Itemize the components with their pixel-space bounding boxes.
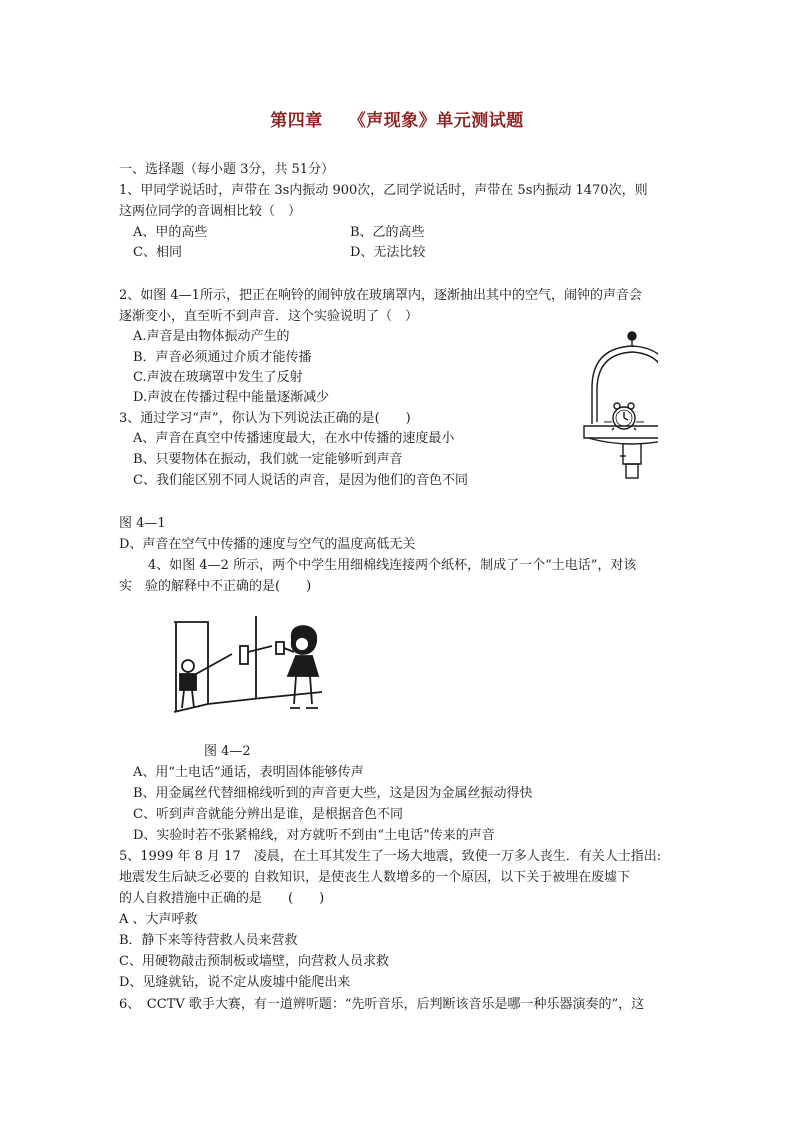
q2-stem-line2: 逐渐变小，直至听不到声音．这个实验说明了（ ） bbox=[119, 309, 419, 324]
q3-stem: 3、通过学习“声”，你认为下列说法正确的是( ) bbox=[119, 411, 411, 426]
q1-option-a: A、甲的高些 bbox=[133, 225, 208, 240]
q5-option-c: C、用硬物敲击预制板或墙壁，向营救人员求救 bbox=[119, 954, 389, 969]
q2-option-b: B．声音必须通过介质才能传播 bbox=[133, 350, 312, 365]
string-telephone-figure bbox=[172, 612, 332, 724]
q5-option-a: A 、大声呼救 bbox=[119, 912, 198, 927]
q2-option-a: A.声音是由物体振动产生的 bbox=[133, 329, 290, 344]
q3-option-b: B、只要物体在振动，我们就一定能够听到声音 bbox=[133, 452, 403, 467]
bell-jar-figure bbox=[578, 326, 658, 491]
q1-option-b: B、乙的高些 bbox=[350, 225, 425, 240]
q2-option-d: D.声波在传播过程中能量逐渐减少 bbox=[133, 390, 330, 405]
q4-stem-line2: 实 验的解释中不正确的是( ) bbox=[119, 579, 312, 594]
q3-option-d: D、声音在空气中传播的速度与空气的温度高低无关 bbox=[119, 537, 416, 552]
q2-stem-line1: 2、如图 4—1所示，把正在响铃的闹钟放在玻璃罩内，逐渐抽出其中的空气，闹钟的声音会 bbox=[119, 288, 642, 303]
q5-option-b: B．静下来等待营救人员来营救 bbox=[119, 933, 298, 948]
q1-stem-line1: 1、甲同学说话时，声带在 3s内振动 900次，乙同学说话时，声带在 5s内振动 1470次，则 bbox=[119, 183, 648, 198]
page-title bbox=[0, 106, 794, 131]
chapter-number: 第四章 bbox=[270, 111, 323, 131]
q2-option-c: C.声波在玻璃罩中发生了反射 bbox=[133, 370, 303, 385]
q1-stem-line2: 这两位同学的音调相比较（ ） bbox=[119, 204, 302, 219]
section-heading: 一、选择题（每小题 3分，共 51分） bbox=[119, 162, 335, 177]
q4-option-b: B、用金属丝代替细棉线听到的声音更大些，这是因为金属丝振动得快 bbox=[133, 786, 533, 801]
q6-stem-line1: 6、 CCTV 歌手大赛，有一道辨听题：“先听音乐，后判断该音乐是哪一种乐器演奏的”，这 bbox=[119, 997, 645, 1012]
q5-stem-line2: 地震发生后缺乏必要的 自救知识，是使丧生人数增多的一个原因，以下关于被埋在废墟下 bbox=[119, 870, 631, 885]
q4-option-d: D、实验时若不张紧棉线，对方就听不到由“土电话”传来的声音 bbox=[133, 828, 495, 843]
q5-stem-line3: 的人自救措施中正确的是 ( ) bbox=[119, 891, 325, 906]
q5-stem-line1: 5、1999 年 8 月 17 凌晨，在土耳其发生了一场大地震，致使一万多人丧生．有关人士指出: bbox=[119, 849, 662, 864]
q4-option-a: A、用“土电话”通话，表明固体能够传声 bbox=[133, 765, 364, 780]
q3-option-a: A、声音在真空中传播速度最大，在水中传播的速度最小 bbox=[133, 431, 455, 446]
q5-option-d: D、见缝就钻，说不定从废墟中能爬出来 bbox=[119, 975, 351, 990]
q4-stem-line1: 4、如图 4—2 所示，两个中学生用细棉线连接两个纸杯，制成了一个“土电话”，对该 bbox=[148, 558, 637, 573]
figure-4-2-caption: 图 4—2 bbox=[204, 744, 251, 759]
q4-option-c: C、听到声音就能分辨出是谁，是根据音色不同 bbox=[133, 807, 403, 822]
q1-option-c: C、相同 bbox=[133, 245, 182, 260]
chapter-name: 《声现象》单元测试题 bbox=[348, 111, 524, 131]
q1-option-d: D、无法比较 bbox=[350, 245, 426, 260]
figure-4-1-caption: 图 4—1 bbox=[119, 516, 166, 531]
q3-option-c: C、我们能区别不同人说话的声音，是因为他们的音色不同 bbox=[133, 473, 468, 488]
